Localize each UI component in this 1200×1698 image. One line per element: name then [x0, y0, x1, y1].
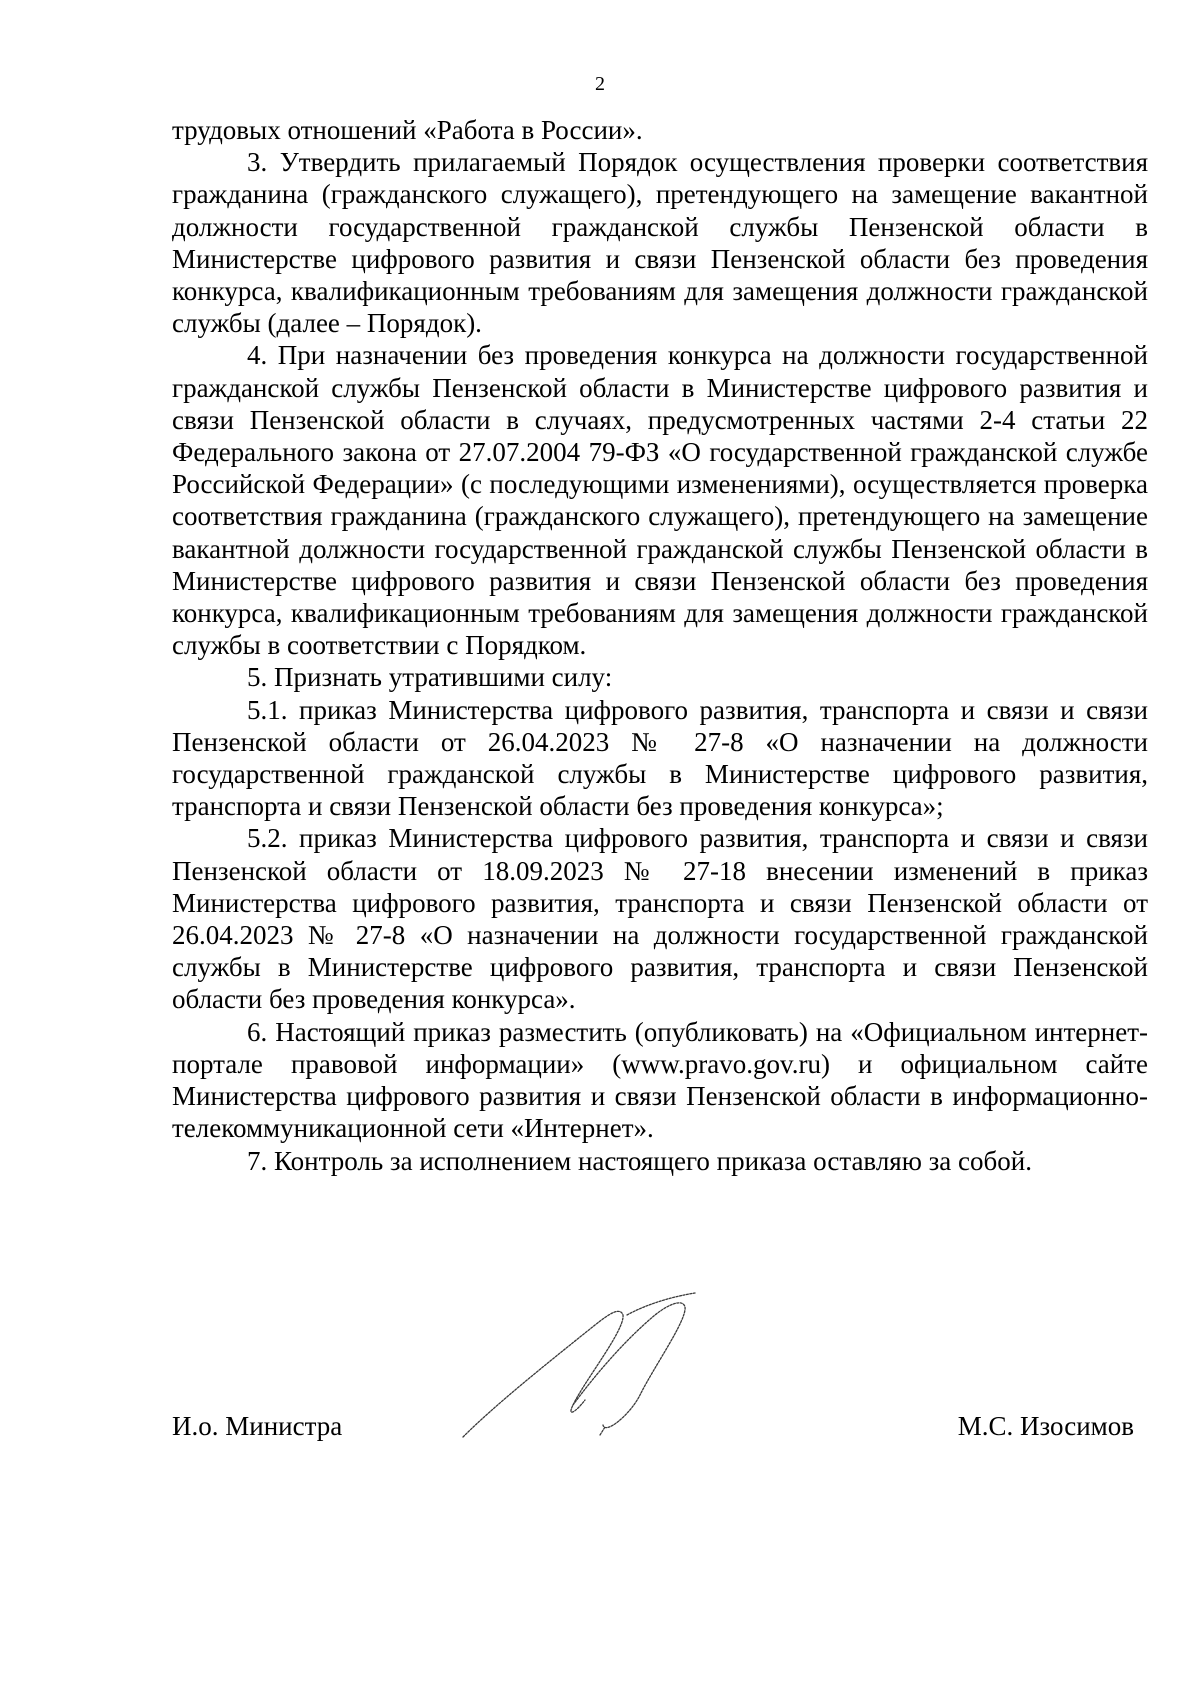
- document-body: [172, 114, 1148, 1177]
- paragraph-6: 6. Настоящий приказ разместить (опубликовать) на «Официальном интернет-портале правовой информации» (www.pravo.gov.ru) и официальном сайте Министерства цифрового развития и связи Пензенской области в информационно-телекоммуникационной сети «Интернет».: [172, 1016, 1148, 1144]
- paragraph-5-1: 5.1. приказ Министерства цифрового развития, транспорта и связи и связи Пензенской области от 26.04.2023 № 27-8 «О назначении на должности государственной гражданской службы в Министерстве цифрового развития, транспорта и связи Пензенской области без проведения конкурса»;: [172, 694, 1148, 822]
- signature-block: [172, 1410, 1134, 1450]
- paragraph-4: 4. При назначении без проведения конкурса на должности государственной гражданской службы Пензенской области в Министерстве цифрового развития и связи Пензенской области в случаях, предусмотренных частями 2-4 статьи 22 Федерального закона от 27.07.2004 79-ФЗ «О государственной гражданской службе Российской Федерации» (с последующими изменениями), осуществляется проверка соответствия гражданина (гражданского служащего), претендующего на замещение вакантной должности государственной гражданской службы Пензенской области в Министерстве цифрового развития и связи Пензенской области без проведения конкурса, квалификационным требованиям для замещения должности гражданской службы в соответствии с Порядком.: [172, 340, 1148, 661]
- paragraph-3: 3. Утвердить прилагаемый Порядок осуществления проверки соответствия гражданина (гражданского служащего), претендующего на замещение вакантной должности государственной гражданской службы Пензенской области в Министерстве цифрового развития и связи Пензенской области без проведения конкурса, квалификационным требованиям для замещения должности гражданской службы (далее – Порядок).: [172, 147, 1148, 339]
- paragraph-5: 5. Признать утратившими силу:: [247, 662, 613, 693]
- page-number: 2: [595, 73, 605, 95]
- paragraph-7: 7. Контроль за исполнением настоящего приказа оставляю за собой.: [247, 1145, 1032, 1176]
- paragraph-continuation: трудовых отношений «Работа в России».: [172, 115, 643, 145]
- paragraph-5-2: 5.2. приказ Министерства цифрового развития, транспорта и связи и связи Пензенской области от 18.09.2023 № 27-18 внесении изменений в приказ Министерства цифрового развития, транспорта и связи Пензенской области от 26.04.2023 № 27-8 «О назначении на должности государственной гражданской службы в Министерстве цифрового развития, транспорта и связи Пензенской области без проведения конкурса».: [172, 823, 1148, 1015]
- signatory-name: М.С. Изосимов: [957, 1411, 1134, 1441]
- signatory-position: И.о. Министра: [172, 1411, 343, 1441]
